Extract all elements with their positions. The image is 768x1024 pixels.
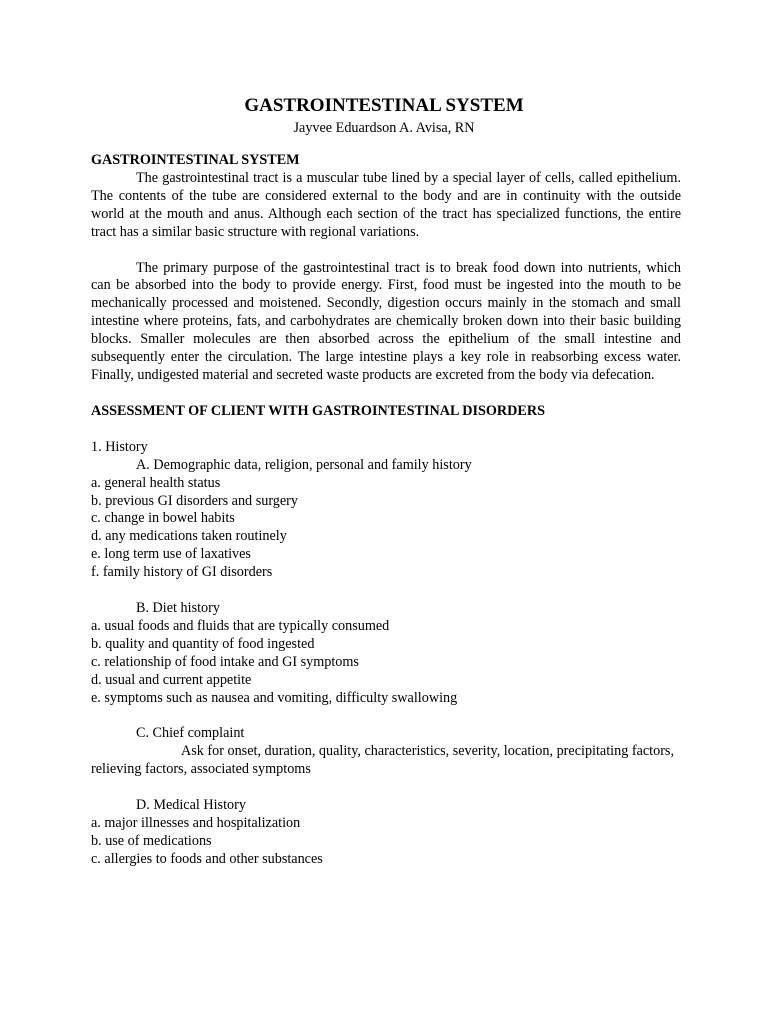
subsection-medical-history-label: D. Medical History — [136, 797, 246, 814]
section-heading-gastrointestinal-system: GASTROINTESTINAL SYSTEM — [91, 152, 300, 168]
demographic-list — [91, 475, 681, 582]
paragraph-gi-tract-purpose: The primary purpose of the gastrointestinal tract is to break food down into nutrients, which can be absorbed into the body to provide energy. First, food must be ingested into the mouth to be mechanically processed and moistened. Secondly, digestion occurs mainly in the stomach and small intestine where proteins, fats, and carbohydrates are chemically broken down into their basic building blocks. Smaller molecules are then absorbed across the epithelium of the small intestine and subsequently enter the circulation. The large intestine plays a key role in reabsorbing excess water. Finally, undigested material and secreted waste products are excreted from the body via defecation. — [91, 259, 681, 383]
list-item: f. family history of GI disorders — [91, 564, 273, 581]
medical-history-list — [91, 815, 681, 869]
list-item: c. relationship of food intake and GI symptoms — [91, 653, 359, 670]
list-item: e. symptoms such as nausea and vomiting, difficulty swallowing — [91, 689, 458, 706]
paragraph-gi-tract-structure: The gastrointestinal tract is a muscular tube lined by a special layer of cells, called epithelium. The contents of the tube are considered external to the body and are in continuity with the outside world at the mouth and anus. Although each section of the tract has specialized functions, the entire tract has a similar basic structure with regional variations. — [91, 169, 681, 240]
list-item: a. usual foods and fluids that are typically consumed — [91, 617, 390, 634]
document-author: Jayvee Eduardson A. Avisa, RN — [293, 120, 475, 136]
subsection-chief-complaint-label: C. Chief complaint — [136, 725, 245, 742]
subsection-diet-history-label: B. Diet history — [136, 600, 220, 617]
list-item: b. quality and quantity of food ingested — [91, 635, 315, 652]
subsection-demographic-label: A. Demographic data, religion, personal and family history — [136, 456, 472, 473]
list-item: a. major illnesses and hospitalization — [91, 815, 301, 832]
list-item: b. use of medications — [91, 833, 212, 849]
document-title: GASTROINTESTINAL SYSTEM — [244, 95, 524, 116]
list-item: c. change in bowel habits — [91, 510, 235, 527]
diet-history-list — [91, 618, 681, 708]
list-item-history: 1. History — [91, 438, 148, 455]
list-item: b. previous GI disorders and surgery — [91, 492, 298, 509]
section-heading-assessment: ASSESSMENT OF CLIENT WITH GASTROINTESTINAL DISORDERS — [91, 402, 546, 419]
list-item: c. allergies to foods and other substances — [91, 850, 323, 867]
list-item: d. any medications taken routinely — [91, 528, 287, 545]
chief-complaint-text: Ask for onset, duration, quality, characteristics, severity, location, precipitating factors, relieving factors, associated symptoms — [91, 743, 674, 778]
list-item: e. long term use of laxatives — [91, 546, 251, 563]
list-item: a. general health status — [91, 474, 221, 491]
list-item: d. usual and current appetite — [91, 671, 252, 688]
document-body — [91, 152, 681, 869]
